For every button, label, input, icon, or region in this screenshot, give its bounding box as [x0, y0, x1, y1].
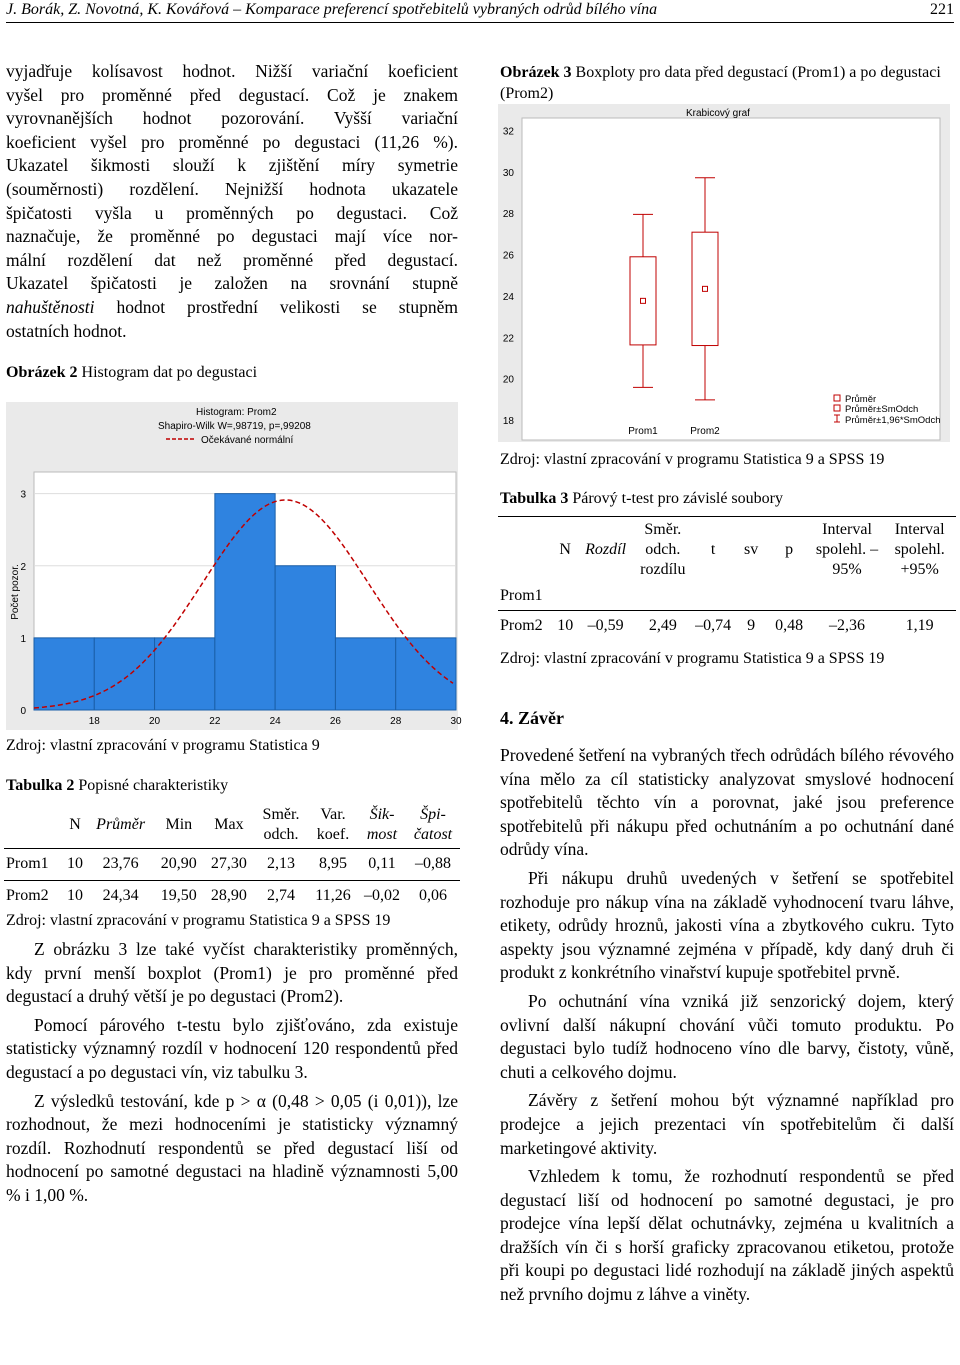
table2	[4, 802, 460, 912]
paragraph: Po ochutnání vína vzniká již senzorický dojem, který ovlivní další nákupní chování vůči tomuto produktu. Po degustaci bylo tudíž hodnoceno víno dle barvy, čistoty, vůně, chuti a celkového dojmu.	[500, 990, 954, 1082]
box-title: Krabicový graf	[686, 108, 750, 119]
mean-marker	[641, 298, 646, 303]
paragraph: Závěry z šetření mohou být významné například pro prodejce a jejich prezentaci vín spotřebitelům či další marketingové aktivity.	[500, 1090, 954, 1158]
y-tick-label: 3	[20, 489, 26, 501]
text-line: špičatosti vyšla u proměnných po degustaci. Což	[6, 202, 458, 223]
hist-subtitle: Shapiro-Wilk W=,98719, p=,99208	[158, 421, 311, 432]
table2-header-cell: N	[69, 815, 81, 833]
y-tick-label: 18	[502, 416, 514, 427]
paragraph: Při nákupu druhů uvedených v šetření se spotřebitel rozhoduje pro nákup vína na základě vyhodnocení tvaru láhve, etikety, odrůdy hroznů, jakosti vína a zbytkového cukru. Tyto aspekty jsou významné zejména v případě, kdy daný druh či produkt z konkrétního vinařství kupuje spotřebitel prvně.	[500, 867, 954, 983]
paragraph: Vzhledem k tomu, že rozhodnutí respondentů se před degustací liší od hodnocení po samotné degustaci, je pro prodejce vína lepší dělat ochutnávky, zejména u kvalitních a dražších vín či s horší graficky zpracovanou etiketou, protože při koupi po degustaci lidé rozhodují na základě jiných aspektů než prvního dojmu z láhve a viněty.	[500, 1166, 954, 1305]
y-tick-label: 22	[502, 333, 514, 345]
table-row: Prom1 10 23,76 20,90 27,30 2,13 8,95 0,11 –0,88	[4, 848, 460, 880]
legend-label: Průměr±1,96*SmOdch	[845, 415, 941, 426]
table3-header-cell: Interval spolehl. –95%	[815, 520, 879, 578]
text-line: vyšel pro proměnné před degustací. Což je znakem	[6, 84, 458, 105]
boxplot-chart	[498, 104, 950, 442]
table3-source: Zdroj: vlastní zpracování v programu Statistica 9 a SPSS 19	[500, 650, 885, 667]
hist-ylabel: Počet pozor.	[10, 564, 21, 620]
table2-header-cell: Max	[214, 815, 244, 833]
text-line: Ukazatel šikmosti slouží k zjištění míry symetrie	[6, 155, 458, 176]
table3-caption: Tabulka 3 Párový t-test pro závislé soubory	[500, 490, 783, 507]
table2-header-cell	[4, 802, 62, 848]
table3-header-cell: Rozdíl	[585, 540, 627, 558]
table3-header-cell: sv	[744, 540, 759, 558]
figure3-source: Zdroj: vlastní zpracování v programu Statistica 9 a SPSS 19	[500, 451, 885, 468]
text-line: (souměrnosti) rozdělení. Nejnižší hodnota ukazatele	[6, 178, 458, 199]
x-tick-label: 30	[450, 716, 462, 727]
histogram-chart	[6, 402, 462, 730]
table2-header-row	[4, 802, 460, 848]
y-tick-label: 24	[502, 291, 514, 303]
figure3-caption: Obrázek 3 Boxploty pro data před degustací (Prom1) a po degustaci (Prom2)	[500, 64, 941, 102]
table2-source: Zdroj: vlastní zpracování v programu Statistica 9 a SPSS 19	[6, 912, 391, 929]
table2-header-cell: Průměr	[96, 815, 146, 833]
hist-bar	[94, 638, 154, 710]
y-tick-label: 20	[502, 374, 514, 386]
table2-header-cell: Směr. odch.	[262, 805, 300, 843]
paragraph: Z výsledků testování, kde p > α (0,48 > 0,05 (i 0,01)), lze rozhodnout, že mezi hodnoceními je statisticky významný rozdíl. Rozhodnutí respondentů se před degustací liší od hodnocení po samotné degustaci na hladině významnosti 5,00 % i 1,00 %.	[6, 1090, 458, 1205]
x-tick-label: 26	[329, 716, 341, 727]
x-tick-label: 22	[209, 716, 221, 727]
text-line: Ukazatel špičatosti je založen na srovnání stupně	[6, 273, 458, 294]
table2-caption: Tabulka 2 Popisné charakteristiky	[6, 777, 229, 794]
running-title: J. Borák, Z. Novotná, K. Kovářová – Komparace preferencí spotřebitelů vybraných odrůd bílého vína	[6, 1, 658, 18]
table3-header-cell	[498, 517, 553, 583]
hist-bar	[275, 566, 335, 710]
text-line: mální rozdělení dat než proměnné před degustací.	[6, 249, 458, 270]
table3-header-row	[498, 517, 956, 583]
hist-bar	[155, 638, 215, 710]
figure2-source: Zdroj: vlastní zpracování v programu Statistica 9	[6, 737, 320, 754]
y-tick-label: 30	[502, 167, 514, 179]
text-line: vyjadřuje kolísavost hodnot. Nižší variační koeficient	[6, 61, 458, 81]
figure2-caption: Obrázek 2 Histogram dat po degustaci	[6, 364, 258, 381]
text-line: koeficient vyšel pro proměnné po degustaci (11,26 %).	[6, 131, 458, 152]
y-tick-label: 32	[502, 126, 514, 138]
section-title: 4. Závěr	[500, 708, 564, 728]
left-intro-lines	[6, 60, 458, 343]
legend-label: Průměr	[845, 394, 877, 405]
x-tick-label: 24	[269, 716, 281, 727]
table2-header-cell: Min	[165, 815, 193, 833]
right-body-text	[500, 744, 954, 1307]
running-header	[6, 0, 954, 23]
table2-header-cell: Var. koef.	[316, 805, 350, 843]
x-tick-label: Prom1	[628, 426, 658, 437]
text-line: naznačuje, že proměnné po degustaci mají více nor-	[6, 226, 458, 247]
hist-legend-label: Očekávané normální	[201, 435, 294, 446]
table-row: Prom1	[498, 583, 956, 611]
table-row: Prom2 10 24,34 19,50 28,90 2,74 11,26 –0,02 0,06	[6, 887, 447, 905]
table3-header-cell: t	[710, 540, 716, 558]
y-tick-label: 28	[502, 209, 514, 221]
hist-bar	[215, 494, 275, 710]
table3-header-cell: p	[785, 540, 794, 558]
mean-marker	[703, 286, 708, 291]
text-line: ostatních hodnot.	[6, 320, 127, 341]
paragraph: Z obrázku 3 lze také vyčíst charakteristiky proměnných, kdy první menší boxplot (Prom1) je pro proměnné před degustací a druhý větší je po degustaci (Prom2).	[6, 939, 458, 1007]
text-line: nahuštěnosti hodnot prostřední velikosti se stupněm	[6, 296, 458, 317]
x-tick-label: 18	[88, 716, 100, 727]
table2-header-cell: Špi-čatost	[413, 805, 453, 843]
x-tick-label: 28	[390, 716, 402, 727]
y-tick-label: 1	[20, 633, 26, 645]
hist-bar	[335, 638, 395, 710]
paragraph: Pomocí párového t-testu bylo zjišťováno, zda existuje statisticky významný rozdíl v hodnocení 120 respondentů před degustací a po degustaci vín, viz tabulku 3.	[6, 1014, 458, 1082]
hist-bar	[396, 638, 456, 710]
legend-label: Průměr±SmOdch	[845, 404, 919, 415]
page-number: 221	[930, 1, 954, 18]
x-tick-label: Prom2	[690, 426, 720, 437]
left-body-text	[6, 938, 458, 1208]
y-tick-label: 0	[20, 706, 26, 717]
hist-title: Histogram: Prom2	[196, 407, 277, 418]
y-tick-label: 26	[502, 250, 514, 262]
table3-header-cell: Směr. odch. rozdílu	[640, 520, 686, 578]
table-row: Prom2 10 –0,59 2,49 –0,74 9 0,48 –2,36 1,19	[500, 616, 934, 634]
y-tick-label: 2	[20, 561, 26, 573]
text-line: vyrovnanějších hodnot pozorování. Vyšší variační	[6, 108, 458, 129]
x-tick-label: 20	[149, 716, 161, 727]
table3-header-cell: Interval spolehl. +95%	[894, 520, 945, 578]
table3	[498, 516, 956, 641]
paragraph: Provedené šetření na vybraných třech odrůdách bílého révového vína mělo za cíl statisticky analyzovat smyslové hodnocení spotřebitelů těchto vín a porovnat, jaké jsou preference spotřebitelů při nákupu před ochutnáním a po ochutnání dané odrůdy vína.	[500, 745, 954, 860]
left-intro-text	[6, 60, 458, 343]
table3-header-cell: N	[559, 540, 571, 558]
table2-header-cell: Šik-most	[366, 805, 398, 843]
